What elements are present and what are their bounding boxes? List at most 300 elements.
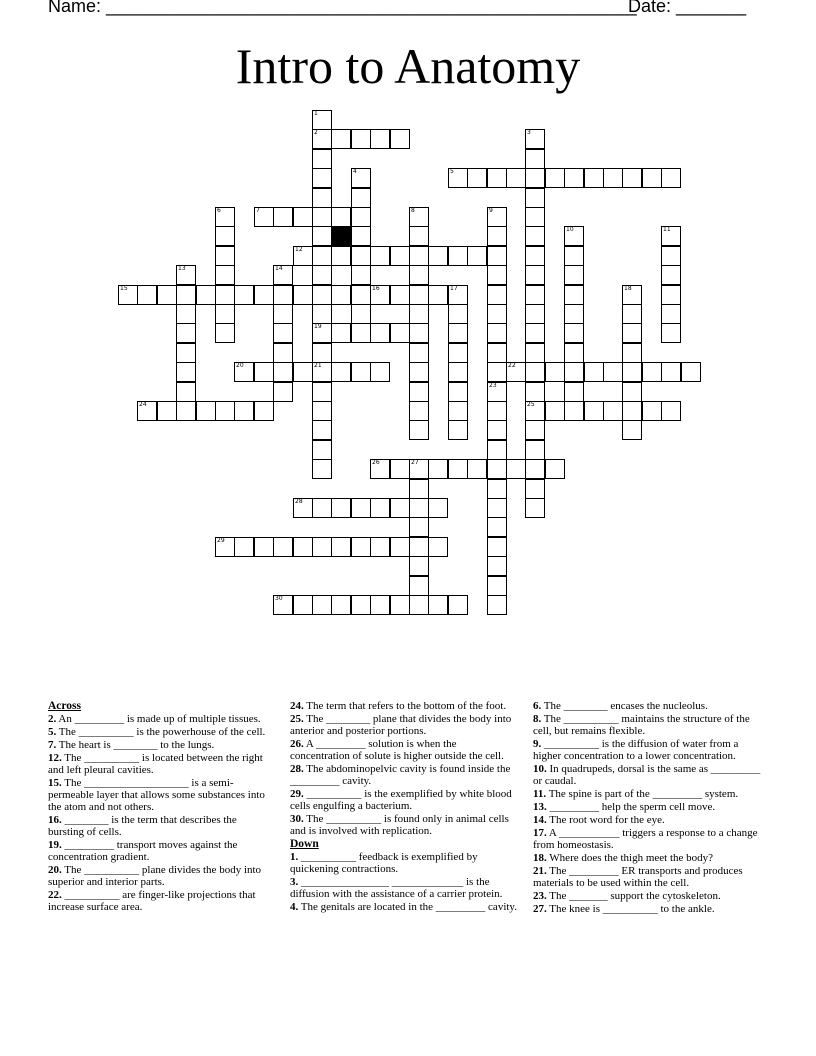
grid-cell[interactable] <box>487 401 507 421</box>
clue-number-label: 2. <box>48 713 57 725</box>
grid-cell[interactable] <box>273 207 293 227</box>
grid-cell[interactable] <box>409 537 429 557</box>
grid-cell[interactable] <box>661 168 681 188</box>
grid-cell[interactable] <box>312 168 332 188</box>
grid-cell[interactable] <box>525 207 545 227</box>
grid-cell[interactable] <box>176 304 196 324</box>
clue-number: 16 <box>372 285 380 292</box>
grid-cell[interactable] <box>215 401 235 421</box>
clue-number: 1 <box>314 110 318 117</box>
grid-cell[interactable] <box>215 207 235 227</box>
grid-cell[interactable] <box>661 362 681 382</box>
clue <box>290 713 518 737</box>
grid-cell[interactable] <box>331 207 351 227</box>
grid-cell[interactable] <box>642 168 662 188</box>
grid-cell[interactable] <box>525 265 545 285</box>
grid-cell[interactable] <box>545 459 565 479</box>
grid-cell[interactable] <box>370 285 390 305</box>
grid-cell[interactable] <box>525 420 545 440</box>
grid-cell[interactable] <box>506 362 526 382</box>
grid-cell[interactable] <box>176 265 196 285</box>
clue-number: 21 <box>314 362 322 369</box>
grid-cell[interactable] <box>564 401 584 421</box>
grid-cell[interactable] <box>215 246 235 266</box>
clue-number-label: 6. <box>533 700 542 712</box>
grid-cell[interactable] <box>487 265 507 285</box>
clue <box>48 752 270 776</box>
grid-cell[interactable] <box>487 226 507 246</box>
grid-cell[interactable] <box>370 129 390 149</box>
grid-cell[interactable] <box>525 226 545 246</box>
grid-cell[interactable] <box>390 537 410 557</box>
clue-text: The genitals are located in the _________ cavity. <box>298 901 517 913</box>
grid-cell[interactable] <box>293 537 313 557</box>
clue-text: The spine is part of the _________ system. <box>546 788 739 800</box>
grid-cell[interactable] <box>525 246 545 266</box>
grid-cell[interactable] <box>351 226 371 246</box>
grid-cell[interactable] <box>622 420 642 440</box>
grid-cell[interactable] <box>312 129 332 149</box>
clue-text: The ________ encases the nucleolus. <box>541 700 708 712</box>
grid-cell[interactable] <box>331 537 351 557</box>
grid-cell[interactable] <box>215 265 235 285</box>
grid-cell[interactable] <box>312 401 332 421</box>
grid-cell[interactable] <box>312 304 332 324</box>
grid-cell[interactable] <box>525 382 545 402</box>
grid-cell[interactable] <box>331 362 351 382</box>
grid-cell[interactable] <box>428 595 448 615</box>
grid-cell[interactable] <box>273 265 293 285</box>
grid-cell[interactable] <box>390 246 410 266</box>
grid-cell[interactable] <box>525 168 545 188</box>
grid-cell[interactable] <box>409 479 429 499</box>
grid-cell[interactable] <box>409 595 429 615</box>
grid-cell[interactable] <box>409 420 429 440</box>
grid-cell[interactable] <box>254 285 274 305</box>
grid-cell[interactable] <box>370 537 390 557</box>
grid-cell[interactable] <box>351 304 371 324</box>
grid-cell[interactable] <box>525 401 545 421</box>
grid-cell[interactable] <box>622 401 642 421</box>
grid-cell[interactable] <box>312 420 332 440</box>
grid-cell[interactable] <box>273 382 293 402</box>
grid-cell[interactable] <box>331 323 351 343</box>
grid-cell[interactable] <box>525 479 545 499</box>
grid-cell[interactable] <box>176 362 196 382</box>
grid-cell[interactable] <box>254 362 274 382</box>
grid-cell[interactable] <box>273 323 293 343</box>
grid-cell[interactable] <box>409 343 429 363</box>
grid-cell[interactable] <box>409 207 429 227</box>
grid-cell[interactable] <box>293 362 313 382</box>
grid-cell[interactable] <box>584 401 604 421</box>
clue-number-label: 3. <box>290 876 299 888</box>
grid-cell[interactable] <box>642 401 662 421</box>
clue <box>533 700 765 712</box>
clue-text: An _________ is made up of multiple tissues. <box>56 713 261 725</box>
grid-cell[interactable] <box>564 246 584 266</box>
grid-cell[interactable] <box>448 362 468 382</box>
grid-cell[interactable] <box>487 420 507 440</box>
grid-cell[interactable] <box>603 168 623 188</box>
grid-cell[interactable] <box>448 343 468 363</box>
grid-cell[interactable] <box>293 207 313 227</box>
grid-cell[interactable] <box>312 149 332 169</box>
clue <box>48 864 270 888</box>
grid-cell[interactable] <box>176 323 196 343</box>
clue-text: _________ transport moves against the concentration gradient. <box>48 839 238 863</box>
grid-cell[interactable] <box>370 362 390 382</box>
grid-cell[interactable] <box>312 323 332 343</box>
grid-cell[interactable] <box>428 459 448 479</box>
grid-cell[interactable] <box>254 401 274 421</box>
grid-cell[interactable] <box>487 479 507 499</box>
grid-cell[interactable] <box>467 459 487 479</box>
grid-cell[interactable] <box>584 168 604 188</box>
grid-cell[interactable] <box>351 323 371 343</box>
grid-cell[interactable] <box>215 537 235 557</box>
grid-cell[interactable] <box>564 304 584 324</box>
grid-cell[interactable] <box>370 323 390 343</box>
clue-number: 20 <box>236 362 244 369</box>
grid-cell[interactable] <box>370 246 390 266</box>
grid-cell[interactable] <box>506 168 526 188</box>
grid-cell[interactable] <box>273 537 293 557</box>
grid-cell[interactable] <box>622 382 642 402</box>
grid-cell[interactable] <box>390 498 410 518</box>
grid-cell[interactable] <box>312 265 332 285</box>
clue-text: The _________ ER transports and produces materials to be used within the cell. <box>533 865 743 889</box>
clue-number: 25 <box>527 401 535 408</box>
grid-cell[interactable] <box>622 285 642 305</box>
grid-cell[interactable] <box>312 595 332 615</box>
grid-cell[interactable] <box>351 129 371 149</box>
clue <box>290 700 518 712</box>
grid-cell[interactable] <box>176 285 196 305</box>
grid-cell[interactable] <box>196 401 216 421</box>
grid-cell[interactable] <box>273 285 293 305</box>
grid-cell[interactable] <box>390 285 410 305</box>
grid-cell[interactable] <box>351 285 371 305</box>
grid-cell[interactable] <box>564 343 584 363</box>
grid-cell[interactable] <box>525 304 545 324</box>
grid-cell[interactable] <box>409 285 429 305</box>
grid-cell[interactable] <box>234 537 254 557</box>
grid-cell[interactable] <box>525 129 545 149</box>
grid-cell[interactable] <box>487 459 507 479</box>
grid-cell[interactable] <box>273 595 293 615</box>
grid-cell[interactable] <box>525 149 545 169</box>
clue-number: 13 <box>178 265 186 272</box>
grid-cell[interactable] <box>409 576 429 596</box>
grid-cell[interactable] <box>312 285 332 305</box>
clue <box>48 839 270 863</box>
clue-number: 4 <box>353 168 357 175</box>
grid-cell[interactable] <box>312 207 332 227</box>
grid-cell[interactable] <box>370 595 390 615</box>
clue-number-label: 19. <box>48 839 62 851</box>
grid-cell[interactable] <box>525 440 545 460</box>
grid-cell[interactable] <box>312 440 332 460</box>
grid-cell[interactable] <box>409 323 429 343</box>
grid-cell[interactable] <box>564 226 584 246</box>
clue-number: 10 <box>566 226 574 233</box>
grid-cell[interactable] <box>467 246 487 266</box>
grid-cell[interactable] <box>234 285 254 305</box>
grid-cell[interactable] <box>603 401 623 421</box>
grid-cell[interactable] <box>215 226 235 246</box>
clue-number-label: 25. <box>290 713 304 725</box>
grid-cell[interactable] <box>448 246 468 266</box>
clue <box>533 738 765 762</box>
page-title: Intro to Anatomy <box>235 38 581 94</box>
grid-cell[interactable] <box>681 362 701 382</box>
clue <box>533 903 765 915</box>
grid-cell[interactable] <box>487 382 507 402</box>
grid-cell[interactable] <box>525 362 545 382</box>
grid-cell[interactable] <box>467 168 487 188</box>
grid-cell[interactable] <box>312 246 332 266</box>
grid-cell[interactable] <box>234 362 254 382</box>
clue-text: __________ feedback is exemplified by quickening contractions. <box>290 851 478 875</box>
grid-cell[interactable] <box>448 420 468 440</box>
grid-cell[interactable] <box>215 323 235 343</box>
grid-cell[interactable] <box>428 498 448 518</box>
grid-cell[interactable] <box>525 285 545 305</box>
grid-cell[interactable] <box>409 382 429 402</box>
grid-cell[interactable] <box>312 498 332 518</box>
grid-cell[interactable] <box>293 285 313 305</box>
grid-cell[interactable] <box>487 168 507 188</box>
clue-number-label: 22. <box>48 889 62 901</box>
grid-cell[interactable] <box>622 168 642 188</box>
grid-cell[interactable] <box>331 129 351 149</box>
grid-cell[interactable] <box>273 362 293 382</box>
grid-cell[interactable] <box>525 188 545 208</box>
grid-cell[interactable] <box>312 537 332 557</box>
grid-cell[interactable] <box>351 246 371 266</box>
grid-cell[interactable] <box>409 265 429 285</box>
grid-cell[interactable] <box>409 556 429 576</box>
name-field-label: Name: _____________________________________________________ <box>48 0 637 16</box>
grid-cell[interactable] <box>487 362 507 382</box>
clue <box>290 813 518 837</box>
grid-cell[interactable] <box>273 304 293 324</box>
grid-cell[interactable] <box>622 362 642 382</box>
grid-cell[interactable] <box>545 401 565 421</box>
grid-cell[interactable] <box>409 246 429 266</box>
grid-cell[interactable] <box>661 401 681 421</box>
grid-cell[interactable] <box>176 401 196 421</box>
grid-cell[interactable] <box>564 265 584 285</box>
clue-number-label: 1. <box>290 851 299 863</box>
grid-cell[interactable] <box>564 382 584 402</box>
grid-cell[interactable] <box>487 517 507 537</box>
clue-number: 12 <box>295 246 303 253</box>
grid-cell[interactable] <box>622 343 642 363</box>
clue-number-label: 26. <box>290 738 304 750</box>
grid-cell[interactable] <box>176 382 196 402</box>
grid-cell[interactable] <box>293 595 313 615</box>
grid-cell[interactable] <box>409 304 429 324</box>
grid-cell[interactable] <box>448 401 468 421</box>
grid-cell[interactable] <box>312 110 332 130</box>
grid-cell[interactable] <box>234 401 254 421</box>
grid-cell[interactable] <box>564 285 584 305</box>
clue-number-label: 27. <box>533 903 547 915</box>
grid-cell[interactable] <box>409 226 429 246</box>
grid-cell[interactable] <box>487 285 507 305</box>
grid-cell[interactable] <box>312 226 332 246</box>
grid-cell[interactable] <box>487 343 507 363</box>
clues-column-1 <box>48 700 270 914</box>
clue <box>48 889 270 913</box>
grid-cell[interactable] <box>351 188 371 208</box>
grid-cell[interactable] <box>661 304 681 324</box>
grid-cell[interactable] <box>487 304 507 324</box>
grid-cell[interactable] <box>661 285 681 305</box>
clue-number: 18 <box>624 285 632 292</box>
grid-cell[interactable] <box>157 401 177 421</box>
grid-cell[interactable] <box>428 285 448 305</box>
clue-text: The knee is __________ to the ankle. <box>546 903 715 915</box>
grid-cell[interactable] <box>351 362 371 382</box>
grid-cell[interactable] <box>390 459 410 479</box>
grid-cell[interactable] <box>409 401 429 421</box>
grid-cell[interactable] <box>448 382 468 402</box>
clue-text: ________ is the term that describes the bursting of cells. <box>48 814 237 838</box>
grid-cell[interactable] <box>661 265 681 285</box>
clue-number-label: 13. <box>533 801 547 813</box>
grid-cell[interactable] <box>137 401 157 421</box>
clue <box>533 890 765 902</box>
grid-cell[interactable] <box>525 323 545 343</box>
grid-cell[interactable] <box>487 537 507 557</box>
grid-cell[interactable] <box>370 498 390 518</box>
clue-number: 28 <box>295 498 303 505</box>
grid-cell[interactable] <box>390 323 410 343</box>
grid-cell[interactable] <box>137 285 157 305</box>
grid-cell[interactable] <box>661 246 681 266</box>
grid-cell[interactable] <box>487 576 507 596</box>
grid-cell[interactable] <box>312 459 332 479</box>
clue <box>290 901 518 913</box>
grid-cell[interactable] <box>176 343 196 363</box>
grid-cell[interactable] <box>351 498 371 518</box>
grid-cell[interactable] <box>351 207 371 227</box>
clue <box>290 788 518 812</box>
grid-cell[interactable] <box>487 498 507 518</box>
grid-cell[interactable] <box>661 226 681 246</box>
grid-cell[interactable] <box>564 323 584 343</box>
clue-text: The heart is ________ to the lungs. <box>56 739 215 751</box>
grid-cell[interactable] <box>525 459 545 479</box>
clue-number: 24 <box>139 401 147 408</box>
grid-cell[interactable] <box>487 246 507 266</box>
grid-cell[interactable] <box>293 246 313 266</box>
grid-cell[interactable] <box>409 362 429 382</box>
grid-cell[interactable] <box>545 168 565 188</box>
grid-cell[interactable] <box>331 246 351 266</box>
clue-text: __________ is the diffusion of water from a higher concentration to a lower concentration. <box>533 738 739 762</box>
grid-cell[interactable] <box>448 285 468 305</box>
grid-cell[interactable] <box>351 595 371 615</box>
grid-cell[interactable] <box>331 285 351 305</box>
grid-cell[interactable] <box>312 382 332 402</box>
grid-cell[interactable] <box>525 498 545 518</box>
grid-cell[interactable] <box>448 459 468 479</box>
clue-text: The __________ is found only in animal cells and is involved with replication. <box>290 813 509 837</box>
clue-number-label: 12. <box>48 752 62 764</box>
clue-number-label: 20. <box>48 864 62 876</box>
clue-number: 27 <box>411 459 419 466</box>
grid-cell[interactable] <box>622 304 642 324</box>
grid-cell[interactable] <box>351 168 371 188</box>
grid-cell[interactable] <box>312 343 332 363</box>
grid-cell[interactable] <box>448 595 468 615</box>
grid-cell[interactable] <box>506 459 526 479</box>
grid-cell[interactable] <box>525 343 545 363</box>
grid-cell[interactable] <box>622 323 642 343</box>
clue-text: The _______ support the cytoskeleton. <box>546 890 721 902</box>
grid-cell[interactable] <box>661 323 681 343</box>
grid-cell[interactable] <box>487 556 507 576</box>
clue-text: A ___________ triggers a response to a change from homeostasis. <box>533 827 758 851</box>
grid-cell[interactable] <box>273 343 293 363</box>
grid-cell[interactable] <box>390 595 410 615</box>
grid-cell[interactable] <box>254 207 274 227</box>
grid-cell[interactable] <box>331 498 351 518</box>
grid-cell[interactable] <box>428 246 448 266</box>
grid-cell[interactable] <box>448 304 468 324</box>
grid-cell[interactable] <box>603 362 623 382</box>
grid-cell[interactable] <box>545 362 565 382</box>
grid-cell[interactable] <box>642 362 662 382</box>
grid-cell[interactable] <box>584 362 604 382</box>
grid-cell[interactable] <box>564 362 584 382</box>
grid-cell[interactable] <box>487 440 507 460</box>
grid-cell[interactable] <box>351 265 371 285</box>
grid-cell[interactable] <box>428 537 448 557</box>
grid-cell[interactable] <box>448 323 468 343</box>
grid-cell[interactable] <box>215 285 235 305</box>
grid-cell[interactable] <box>312 188 332 208</box>
grid-cell[interactable] <box>409 459 429 479</box>
grid-cell[interactable] <box>487 595 507 615</box>
clue-number: 8 <box>411 207 415 214</box>
grid-cell[interactable] <box>196 285 216 305</box>
grid-cell[interactable] <box>409 498 429 518</box>
grid-cell[interactable] <box>487 207 507 227</box>
grid-cell[interactable] <box>370 459 390 479</box>
grid-cell[interactable] <box>448 168 468 188</box>
grid-cell[interactable] <box>215 304 235 324</box>
grid-cell[interactable] <box>409 517 429 537</box>
grid-cell[interactable] <box>331 595 351 615</box>
grid-cell[interactable] <box>351 537 371 557</box>
grid-cell[interactable] <box>118 285 138 305</box>
grid-cell[interactable] <box>254 537 274 557</box>
grid-cell[interactable] <box>157 285 177 305</box>
clue-text: ________________ _____________ is the diffusion with the assistance of a carrier protein. <box>290 876 503 900</box>
grid-cell[interactable] <box>390 129 410 149</box>
grid-cell[interactable] <box>293 498 313 518</box>
clue-number: 15 <box>120 285 128 292</box>
clue <box>533 827 765 851</box>
grid-cell[interactable] <box>564 168 584 188</box>
grid-cell[interactable] <box>312 362 332 382</box>
grid-cell[interactable] <box>487 323 507 343</box>
